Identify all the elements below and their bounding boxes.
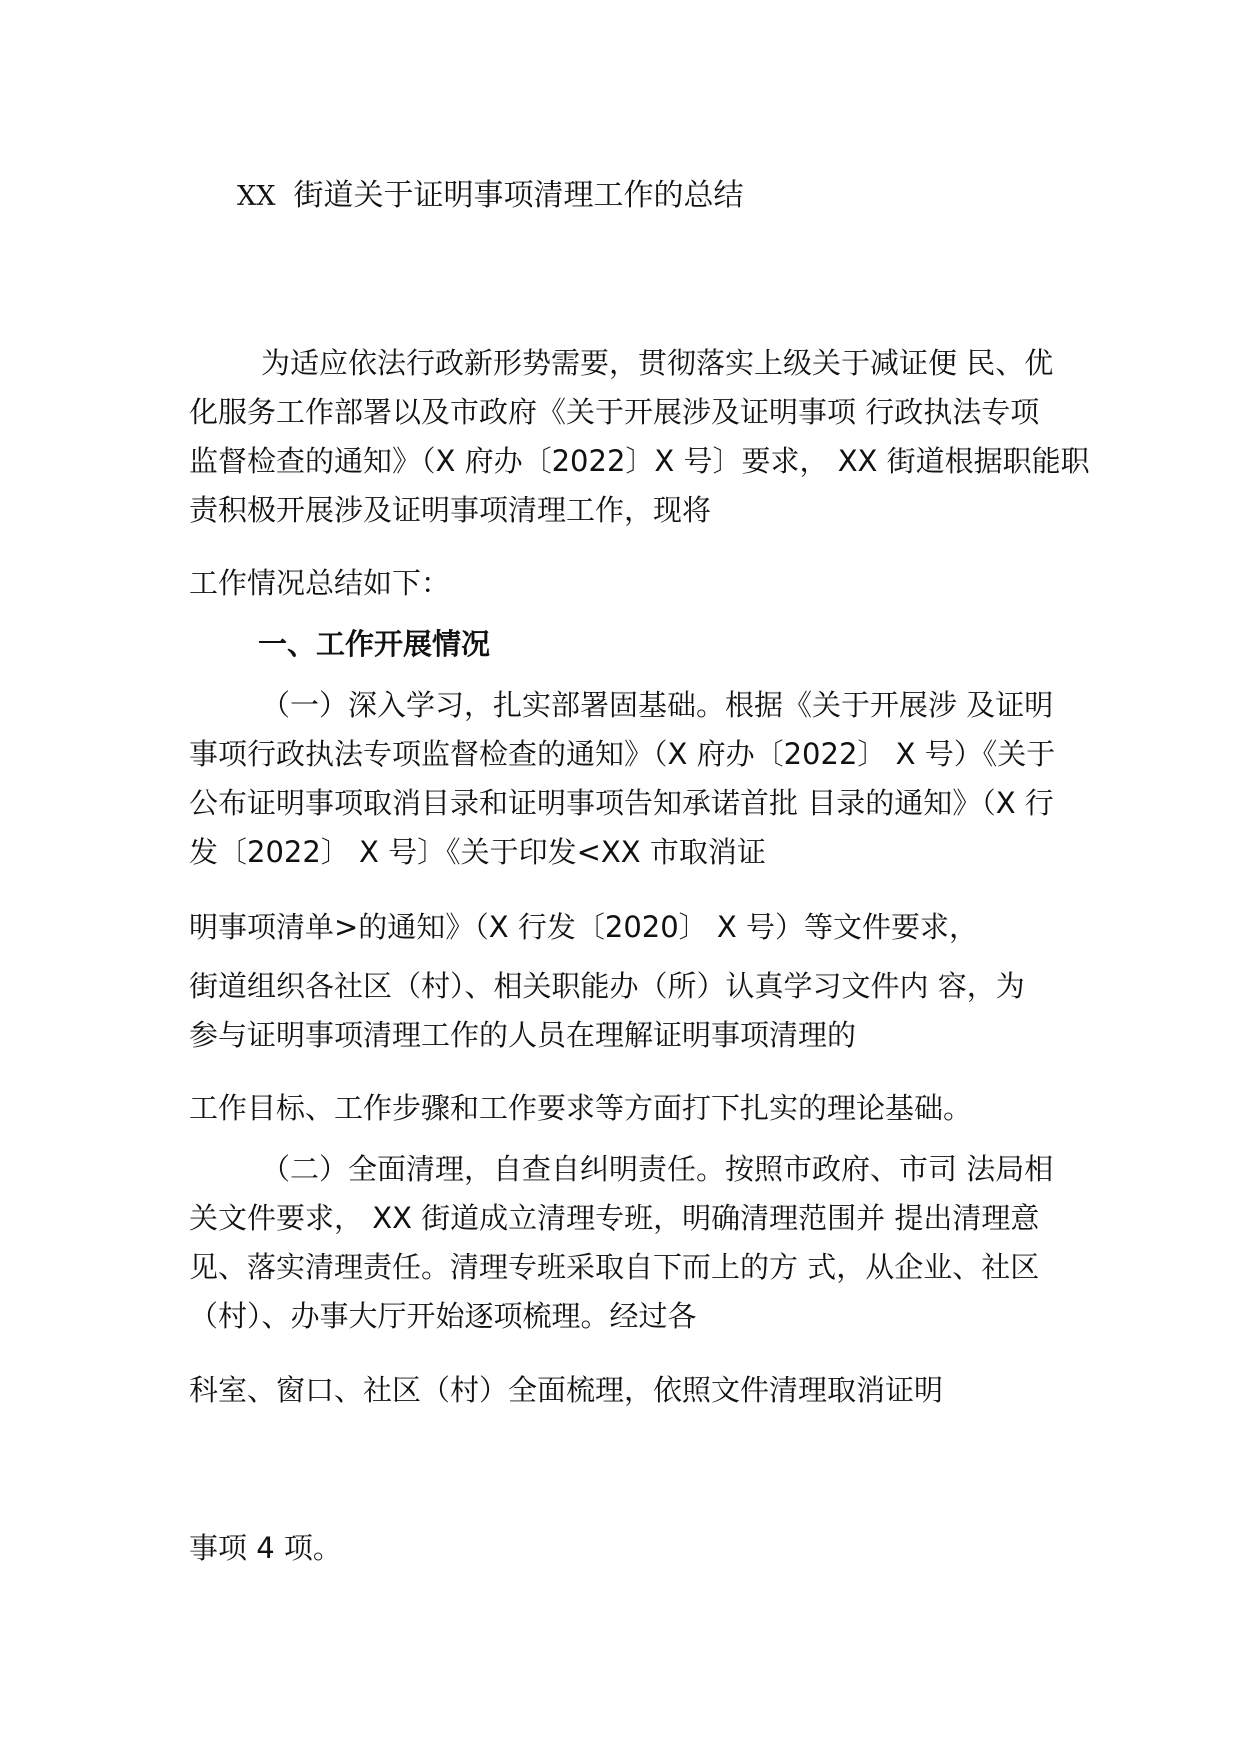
paragraph-line: 科室、窗口、社区（村）全面梳理，依照文件清理取消证明 (189, 1373, 944, 1407)
paragraph-line: （一）深入学习，扎实部署固基础。根据《关于开展涉 及证明 (261, 688, 1054, 722)
paragraph-line: 关文件要求， XX 街道成立清理专班，明确清理范围并 提出清理意 (189, 1201, 1040, 1235)
paragraph-line: 化服务工作部署以及市政府《关于开展涉及证明事项 行政执法专项 (189, 395, 1040, 429)
paragraph-line: （二）全面清理，自查自纠明责任。按照市政府、市司 法局相 (261, 1152, 1054, 1186)
paragraph-line: 明事项清单>的通知》（X 行发〔2020〕 X 号）等文件要求， (189, 910, 978, 944)
paragraph-line: 工作情况总结如下： (189, 566, 451, 600)
title-text: 街道关于证明事项清理工作的总结 (293, 178, 744, 213)
section-heading: 一、工作开展情况 (258, 627, 491, 661)
paragraph-line: 为适应依法行政新形势需要，贯彻落实上级关于减证便 民、优 (261, 346, 1054, 380)
paragraph-line: 监督检查的通知》（X 府办〔2022〕X 号〕要求， XX 街道根据职能职 (189, 444, 1090, 478)
paragraph-line: 发〔2022〕 X 号〕《关于印发<XX 市取消证 (189, 835, 766, 869)
paragraph-line: 公布证明事项取消目录和证明事项告知承诺首批 目录的通知》（X 行 (189, 786, 1054, 820)
paragraph-line: （村）、办事大厅开始逐项梳理。经过各 (189, 1299, 697, 1333)
title-prefix: XX (237, 181, 276, 212)
paragraph-line: 见、落实清理责任。清理专班采取自下而上的方 式，从企业、社区 (189, 1250, 1040, 1284)
document-title (237, 176, 743, 217)
paragraph-line: 工作目标、工作步骤和工作要求等方面打下扎实的理论基础。 (189, 1091, 973, 1125)
paragraph-line: 责积极开展涉及证明事项清理工作，现将 (189, 493, 712, 527)
paragraph-line: 街道组织各社区（村）、相关职能办（所）认真学习文件内 容，为 (189, 969, 1025, 1003)
paragraph-line: 事项行政执法专项监督检查的通知》（X 府办〔2022〕 X 号）《关于 (189, 737, 1056, 771)
paragraph-line: 参与证明事项清理工作的人员在理解证明事项清理的 (189, 1018, 857, 1052)
paragraph-line: 事项 4 项。 (189, 1531, 342, 1565)
